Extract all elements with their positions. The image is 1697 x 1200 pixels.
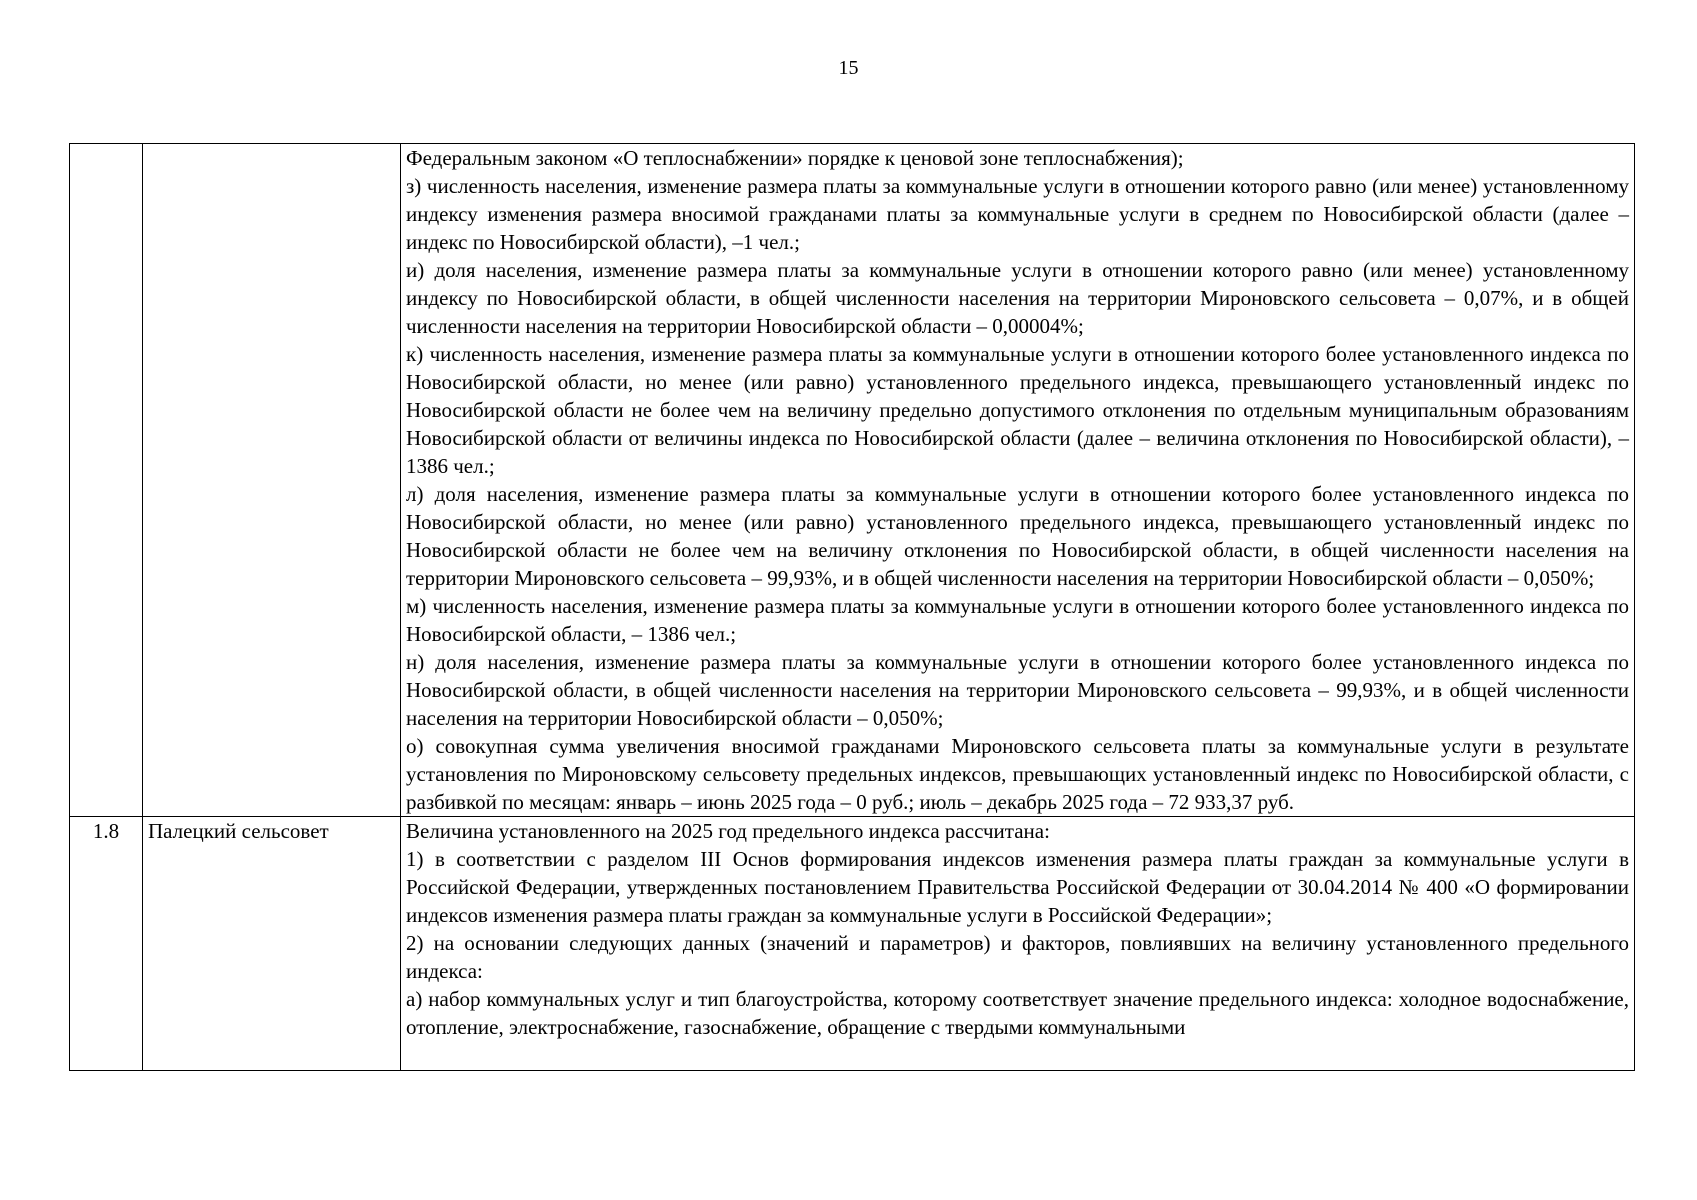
paragraph: и) доля населения, изменение размера платы за коммунальные услуги в отношении которого равно (или менее) установленному индексу по Новосибирской области, в общей численности населения на территории Мироновского сельсовета – 0,07%, и в общей численности населения на территории Новосибирской области – 0,00004%; <box>406 258 1629 338</box>
paragraph: н) доля населения, изменение размера платы за коммунальные услуги в отношении которого более установленного индекса по Новосибирской области, в общей численности населения на территории Мироновского сельсовета – 99,93%, и в общей численности населения на территории Новосибирской области – 0,050%; <box>406 650 1629 730</box>
row-number-cell <box>70 144 143 817</box>
municipality-name-cell <box>143 144 401 817</box>
municipality-name-cell: Палецкий сельсовет <box>143 817 401 1071</box>
paragraph: 1) в соответствии с разделом III Основ формирования индексов изменения размера платы граждан за коммунальные услуги в Российской Федерации, утвержденных постановлением Правительства Российской Федерации от 30.04.2014 № 400 «О формировании индексов изменения размера платы граждан за коммунальные услуги в Российской Федерации»; <box>406 847 1629 927</box>
row-number-cell: 1.8 <box>70 817 143 1071</box>
page-number: 15 <box>838 57 859 79</box>
row-content-cell <box>401 144 1635 817</box>
row-content-cell <box>401 817 1635 1071</box>
paragraph: Федеральным законом «О теплоснабжении» порядке к ценовой зоне теплоснабжения); <box>406 146 1184 170</box>
content-clip <box>406 817 1629 1070</box>
paragraph: Величина установленного на 2025 год предельного индекса рассчитана: <box>406 819 1050 843</box>
paragraph: м) численность населения, изменение размера платы за коммунальные услуги в отношении которого более установленного индекса по Новосибирской области, – 1386 чел.; <box>406 594 1629 646</box>
table-row <box>70 817 1635 1071</box>
paragraph: к) численность населения, изменение размера платы за коммунальные услуги в отношении которого более установленного индекса по Новосибирской области, но менее (или равно) установленного предельного индекса, превышающего установленный индекс по Новосибирской области не более чем на величину предельно допустимого отклонения по отдельным муниципальным образованиям Новосибирской области от величины индекса по Новосибирской области (далее – величина отклонения по Новосибирской области), – 1386 чел.; <box>406 342 1629 478</box>
paragraph: л) доля населения, изменение размера платы за коммунальные услуги в отношении которого более установленного индекса по Новосибирской области, но менее (или равно) установленного предельного индекса, превышающего установленный индекс по Новосибирской области не более чем на величину отклонения по Новосибирской области, в общей численности населения на территории Мироновского сельсовета – 99,93%, и в общей численности населения на территории Новосибирской области – 0,050%; <box>406 482 1629 590</box>
paragraph: о) совокупная сумма увеличения вносимой гражданами Мироновского сельсовета платы за коммунальные услуги в результате установления по Мироновскому сельсовету предельных индексов, превышающих установленный индекс по Новосибирской области, с разбивкой по месяцам: январь – июнь 2025 года – 0 руб.; июль – декабрь 2025 года – 72 933,37 руб. <box>406 734 1629 814</box>
paragraph: з) численность населения, изменение размера платы за коммунальные услуги в отношении которого равно (или менее) установленному индексу изменения размера вносимой гражданами платы за коммунальные услуги в среднем по Новосибирской области (далее – индекс по Новосибирской области), –1 чел.; <box>406 174 1629 254</box>
table-row <box>70 144 1635 817</box>
paragraph: а) набор коммунальных услуг и тип благоустройства, которому соответствует значение предельного индекса: холодное водоснабжение, отопление, электроснабжение, газоснабжение, обращение с твердыми коммунальными <box>406 987 1629 1039</box>
document-table <box>69 143 1635 1071</box>
paragraph: 2) на основании следующих данных (значений и параметров) и факторов, повлиявших на величину установленного предельного индекса: <box>406 931 1629 983</box>
